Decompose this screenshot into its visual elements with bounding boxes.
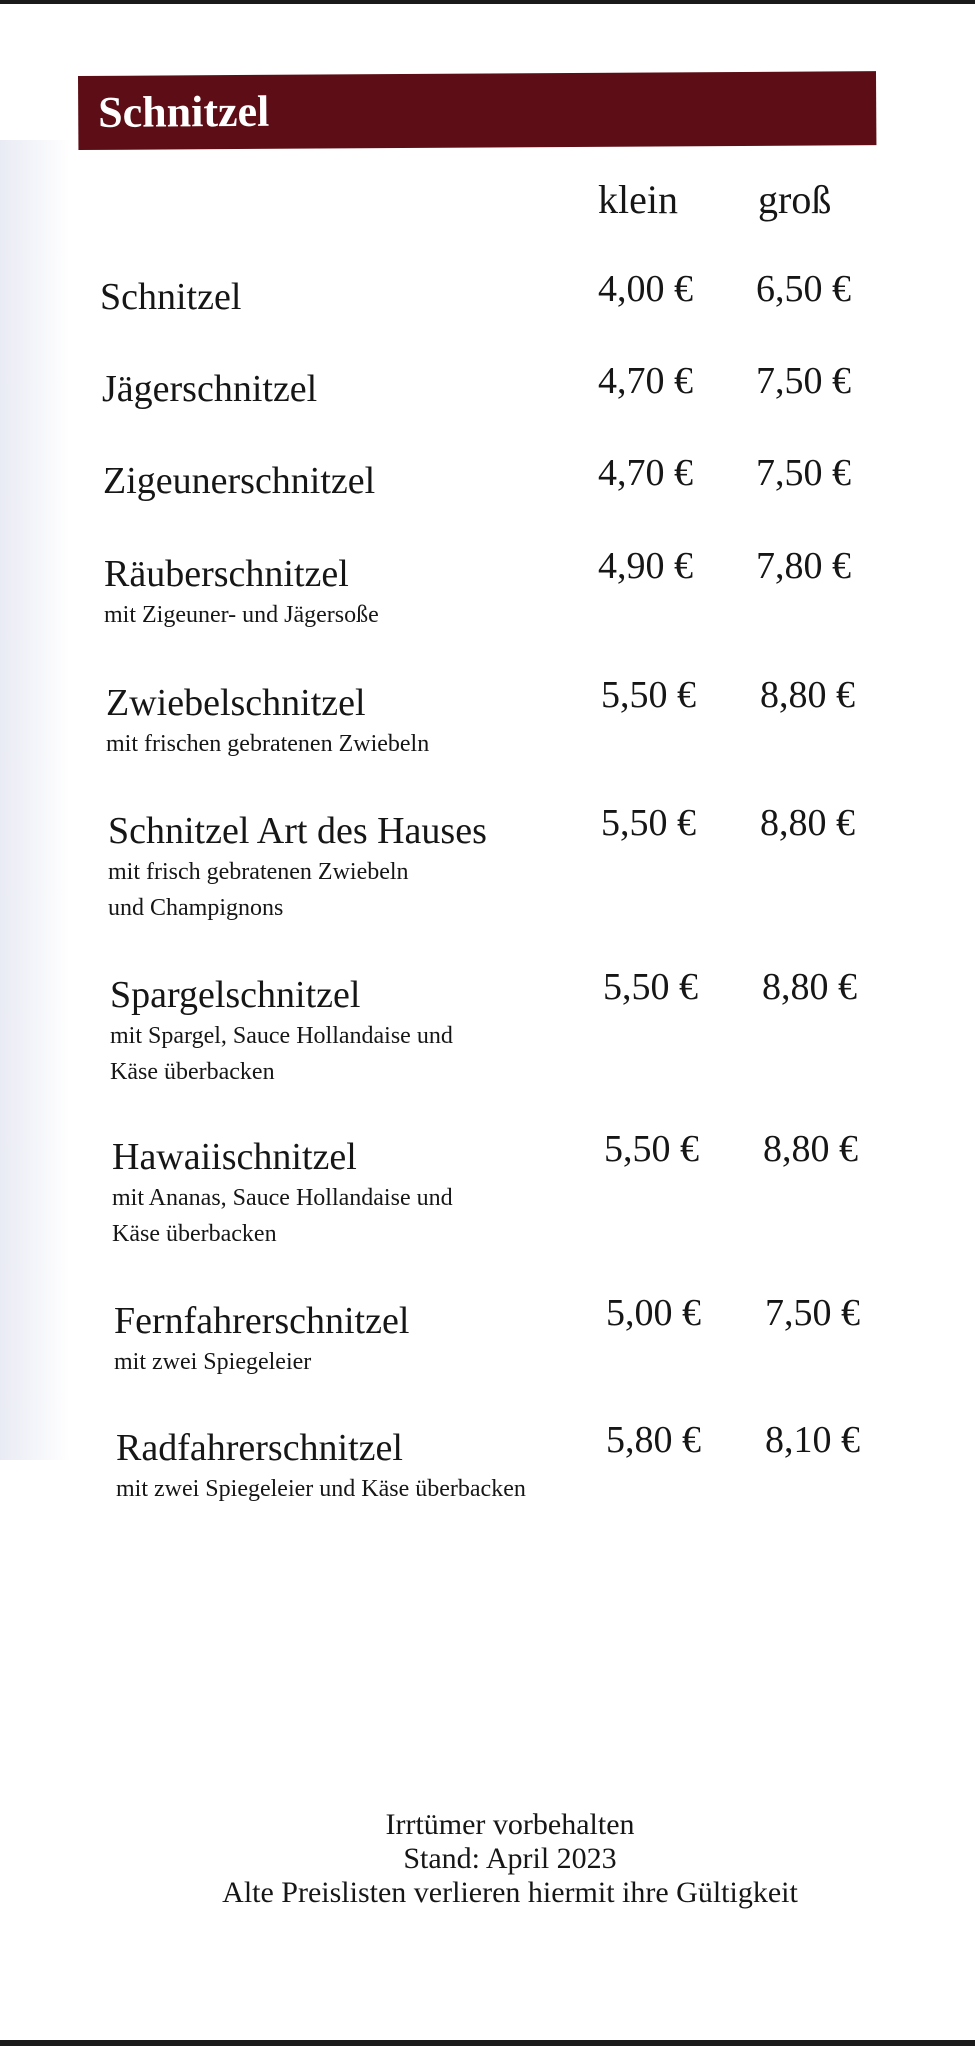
- item-name: Räuberschnitzel: [104, 553, 349, 595]
- item-description: mit zwei Spiegeleier: [114, 1349, 312, 1375]
- menu-item: [110, 972, 453, 1090]
- item-name: Zwiebelschnitzel: [106, 682, 366, 724]
- page-top-edge: [0, 0, 975, 4]
- menu-item: [103, 458, 375, 504]
- price-small: 4,90 €: [598, 545, 693, 587]
- menu-item: [104, 551, 379, 633]
- menu-item: [112, 1134, 453, 1252]
- price-large: 7,50 €: [756, 360, 851, 402]
- item-description: Käse überbacken: [110, 1059, 275, 1085]
- price-small: 5,50 €: [601, 802, 696, 844]
- item-description: mit frischen gebratenen Zwiebeln: [106, 731, 430, 757]
- price-large: 7,50 €: [756, 452, 851, 494]
- price-large: 8,80 €: [763, 1128, 858, 1170]
- price-small: 4,70 €: [598, 360, 693, 402]
- price-small: 5,50 €: [604, 1128, 699, 1170]
- price-small: 4,70 €: [598, 452, 693, 494]
- item-name: Jägerschnitzel: [102, 368, 318, 410]
- price-large: 7,80 €: [756, 545, 851, 587]
- price-large: 8,10 €: [765, 1419, 860, 1461]
- scan-shadow: [0, 140, 70, 1460]
- item-name: Schnitzel Art des Hauses: [108, 810, 487, 852]
- item-name: Hawaiischnitzel: [112, 1136, 357, 1178]
- column-header-small: klein: [598, 177, 678, 222]
- column-header-large: groß: [758, 177, 832, 222]
- item-description: Käse überbacken: [112, 1221, 277, 1247]
- price-large: 6,50 €: [756, 268, 851, 310]
- item-name: Spargelschnitzel: [110, 974, 361, 1016]
- price-large: 7,50 €: [765, 1292, 860, 1334]
- menu-item: [114, 1298, 409, 1380]
- price-large: 8,80 €: [760, 802, 855, 844]
- price-small: 5,00 €: [606, 1292, 701, 1334]
- item-description: mit zwei Spiegeleier und Käse überbacken: [116, 1476, 526, 1502]
- item-name: Schnitzel: [100, 276, 242, 318]
- item-name: Fernfahrerschnitzel: [114, 1300, 410, 1342]
- section-title: Schnitzel: [98, 86, 270, 137]
- price-large: 8,80 €: [762, 966, 857, 1008]
- footer-notice: [130, 1808, 890, 1910]
- section-header-bar: [78, 71, 876, 150]
- price-small: 4,00 €: [598, 268, 693, 310]
- menu-item: [100, 274, 241, 320]
- item-description: mit Zigeuner- und Jägersoße: [104, 602, 379, 628]
- price-small: 5,80 €: [606, 1419, 701, 1461]
- price-large: 8,80 €: [760, 674, 855, 716]
- footer-disclaimer: Irrtümer vorbehalten: [385, 1808, 635, 1841]
- menu-item: [102, 366, 317, 412]
- item-name: Zigeunerschnitzel: [103, 460, 376, 502]
- item-name: Radfahrerschnitzel: [116, 1427, 403, 1469]
- item-description: und Champignons: [108, 895, 284, 921]
- menu-item: [106, 680, 429, 762]
- item-description: mit frisch gebratenen Zwiebeln: [108, 859, 409, 885]
- item-description: mit Spargel, Sauce Hollandaise und: [110, 1023, 453, 1049]
- footer-validity-note: Alte Preislisten verlieren hiermit ihre Gültigkeit: [222, 1876, 798, 1909]
- menu-item: [108, 808, 487, 926]
- price-small: 5,50 €: [603, 966, 698, 1008]
- item-description: mit Ananas, Sauce Hollandaise und: [112, 1185, 453, 1211]
- page-bottom-edge: [0, 2040, 975, 2046]
- menu-item: [116, 1425, 526, 1507]
- footer-date: Stand: April 2023: [403, 1842, 617, 1875]
- price-small: 5,50 €: [601, 674, 696, 716]
